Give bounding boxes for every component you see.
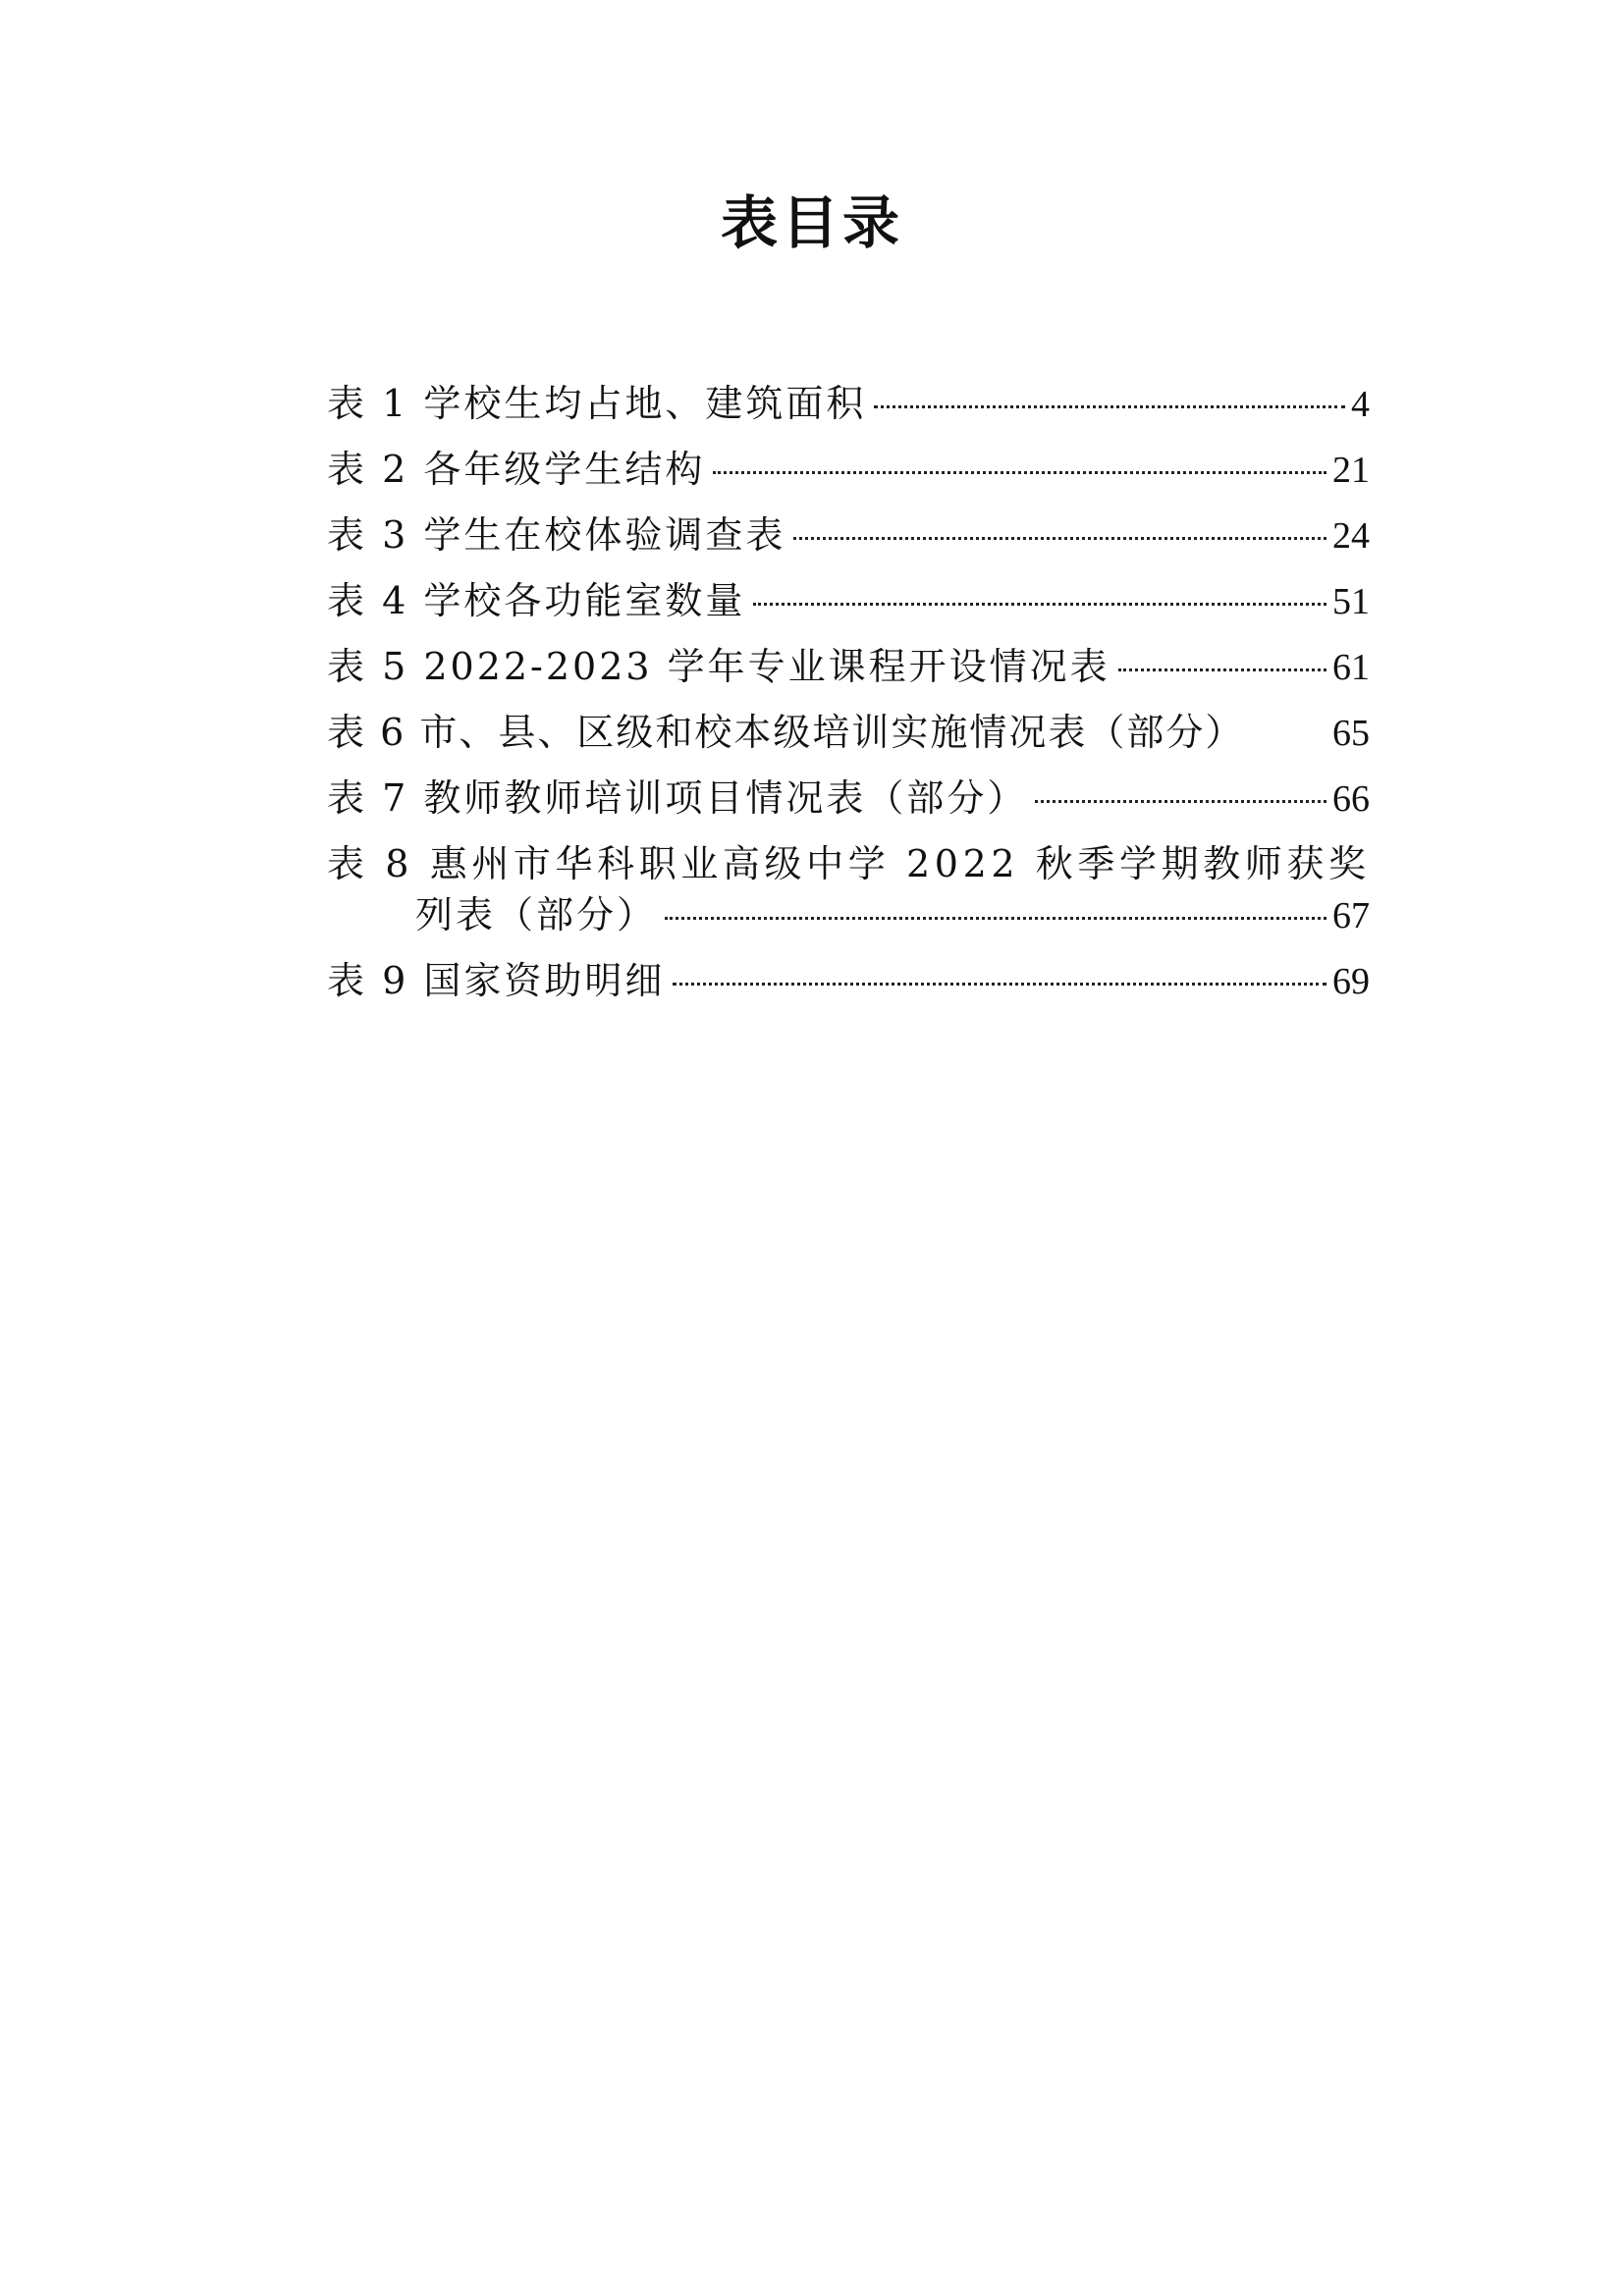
toc-entry-page: 61 bbox=[1332, 647, 1370, 688]
toc-entry-4[interactable] bbox=[327, 568, 1370, 634]
toc-dot-leader bbox=[793, 537, 1326, 540]
toc-dot-leader bbox=[753, 603, 1326, 606]
toc-entry-page: 51 bbox=[1332, 581, 1370, 622]
toc-entry-page: 66 bbox=[1332, 778, 1370, 820]
toc-entry-5[interactable] bbox=[327, 634, 1370, 700]
toc-entry-label: 表 4 学校各功能室数量 bbox=[327, 579, 746, 622]
toc-dot-leader bbox=[874, 405, 1345, 408]
toc-entry-label: 表 1 学校生均占地、建筑面积 bbox=[327, 382, 867, 425]
toc-entry-page: 24 bbox=[1332, 515, 1370, 557]
toc-entry-label: 表 9 国家资助明细 bbox=[327, 959, 666, 1002]
toc-entry-page: 69 bbox=[1332, 961, 1370, 1002]
toc-entry-label-line2: 列表（部分） bbox=[415, 893, 658, 936]
table-of-contents bbox=[327, 371, 1370, 1014]
toc-dot-leader bbox=[713, 471, 1326, 474]
toc-dot-leader bbox=[1035, 800, 1326, 803]
toc-dot-leader bbox=[1118, 668, 1326, 671]
toc-entry-page: 65 bbox=[1332, 713, 1370, 754]
toc-entry-6[interactable] bbox=[327, 700, 1370, 766]
toc-entry-9[interactable] bbox=[327, 948, 1370, 1014]
toc-entry-label-line1: 表 8 惠州市华科职业高级中学 2022 秋季学期教师获奖 bbox=[327, 842, 1371, 885]
toc-entry-page: 4 bbox=[1351, 384, 1370, 425]
toc-entry-3[interactable] bbox=[327, 503, 1370, 568]
toc-entry-page: 21 bbox=[1332, 450, 1370, 491]
toc-dot-leader bbox=[665, 917, 1326, 920]
toc-entry-label: 表 2 各年级学生结构 bbox=[327, 448, 706, 491]
toc-entry-label: 表 6 市、县、区级和校本级培训实施情况表（部分） bbox=[327, 711, 1245, 754]
toc-entry-page: 67 bbox=[1332, 895, 1370, 936]
toc-dot-leader bbox=[673, 983, 1326, 986]
toc-entry-label: 表 3 学生在校体验调查表 bbox=[327, 513, 786, 557]
page-title: 表目录 bbox=[720, 189, 903, 256]
toc-entry-label: 表 7 教师教师培训项目情况表（部分） bbox=[327, 776, 1028, 820]
toc-entry-label: 表 5 2022-2023 学年专业课程开设情况表 bbox=[327, 645, 1110, 688]
toc-entry-7[interactable] bbox=[327, 766, 1370, 831]
toc-entry-1[interactable] bbox=[327, 371, 1370, 437]
toc-entry-8[interactable] bbox=[327, 838, 1370, 941]
toc-entry-2[interactable] bbox=[327, 437, 1370, 503]
